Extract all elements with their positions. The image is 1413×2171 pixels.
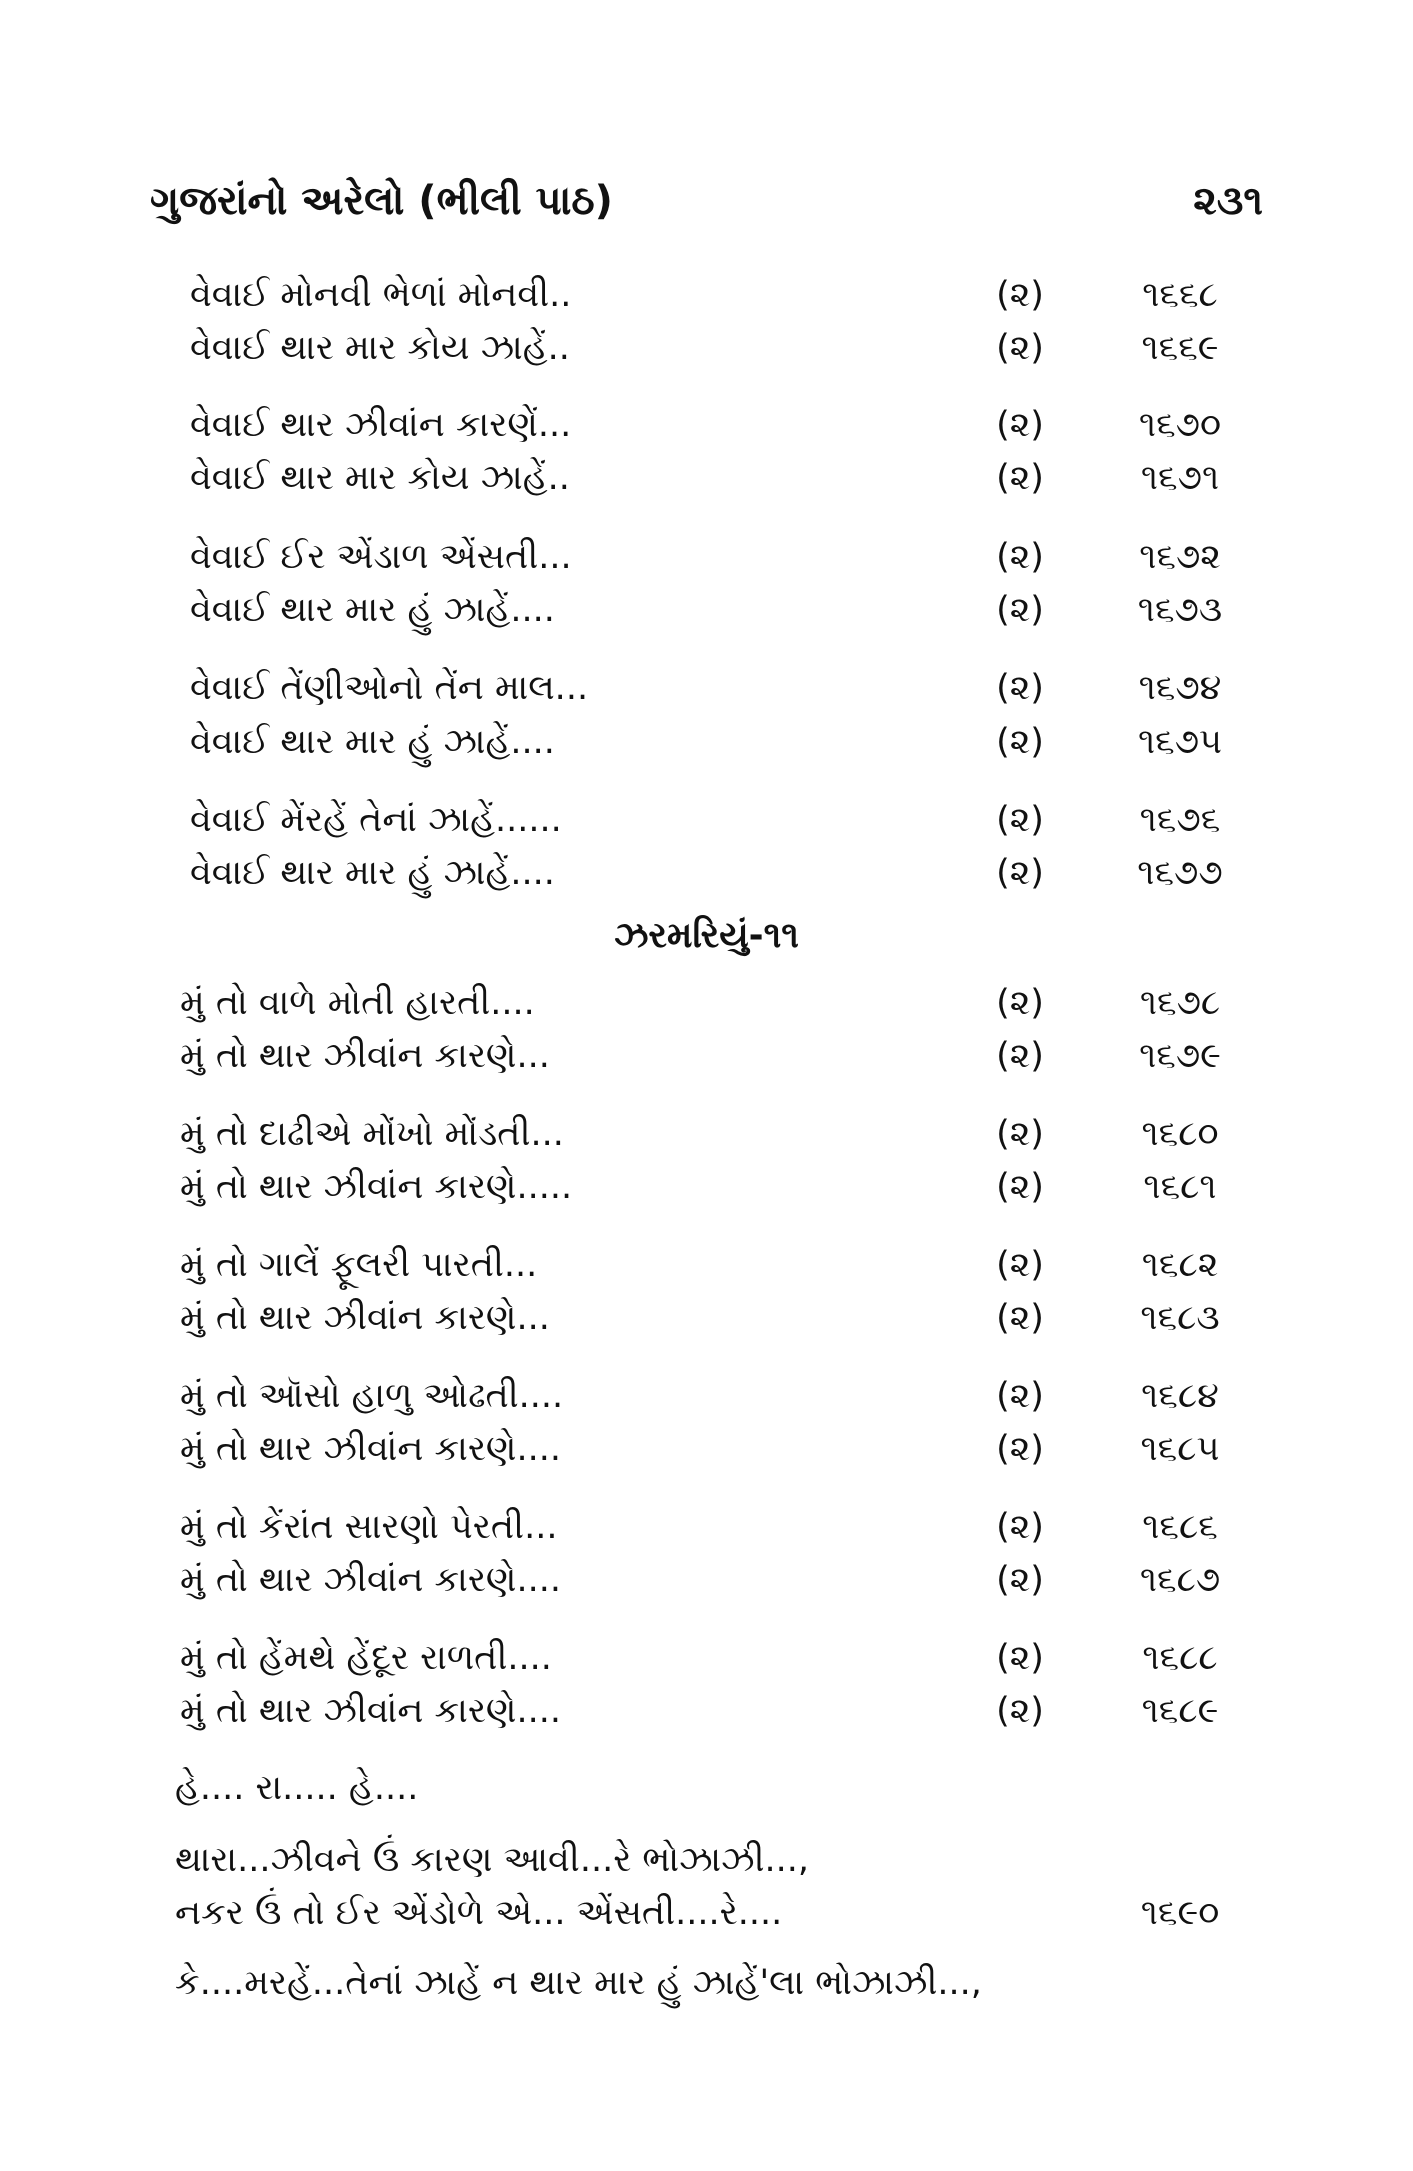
verse-line — [0, 1245, 1413, 1295]
verse-text: વેવાઈ થાર ઝીવાંન કારણેં... — [190, 405, 572, 445]
repeat-mark: (૨) — [996, 1114, 1044, 1154]
refrain-text: હે.... રા..... હે.... — [175, 1768, 419, 1808]
verse-number: ૧૬૭૬ — [1139, 800, 1221, 840]
verse-line — [0, 275, 1413, 325]
verse-line — [0, 458, 1413, 508]
verse-text: વેવાઈ થાર માર હું ઝાહેં.... — [190, 722, 555, 762]
verse-text: વેવાઈ મેંરહેં તેનાં ઝાહેં...... — [190, 800, 562, 840]
verse-number: ૧૬૭૮ — [1139, 983, 1221, 1023]
verse-text: મું તો કેંરાંત સારણો પેરતી... — [180, 1507, 558, 1547]
verse-text: મું તો વાળે મોતી હારતી.... — [180, 983, 535, 1023]
verse-line — [0, 1036, 1413, 1086]
verse-line — [0, 668, 1413, 718]
repeat-mark: (૨) — [996, 328, 1044, 368]
verse-text: વેવાઈ તેંણીઓનો તેંન માલ... — [190, 668, 589, 708]
verse-number: ૧૬૮૦ — [1141, 1114, 1219, 1154]
repeat-mark: (૨) — [996, 1298, 1044, 1338]
repeat-mark: (૨) — [996, 853, 1044, 893]
repeat-mark: (૨) — [996, 668, 1044, 708]
verse-text: વેવાઈ થાર માર કોય ઝાહેં.. — [190, 458, 570, 498]
verse-text: મું તો થાર ઝીવાંન કારણે.... — [180, 1429, 561, 1469]
repeat-mark: (૨) — [996, 537, 1044, 577]
repeat-mark: (૨) — [996, 1245, 1044, 1285]
verse-line — [0, 537, 1413, 587]
repeat-mark: (૨) — [996, 1036, 1044, 1076]
running-title: ગુજરાંનો અરેલો (ભીલી પાઠ) — [150, 178, 613, 224]
verse-text: વેવાઈ મોનવી ભેળાં મોનવી.. — [190, 275, 572, 315]
verse-number: ૧૬૮૧ — [1143, 1167, 1217, 1207]
verse-number: ૧૬૮૭ — [1139, 1560, 1221, 1600]
verse-number: ૧૬૭૩ — [1137, 590, 1223, 630]
verse-text: વેવાઈ થાર માર કોય ઝાહેં.. — [190, 328, 570, 368]
verse-number: ૧૬૮૬ — [1142, 1507, 1218, 1547]
verse-number: ૧૬૮૩ — [1140, 1298, 1220, 1338]
verse-number: ૧૬૭૪ — [1138, 668, 1222, 708]
verse-number: ૧૬૮૮ — [1142, 1638, 1218, 1678]
repeat-mark: (૨) — [996, 983, 1044, 1023]
refrain-text: નકર ઉં તો ઈર એંડોળે એ... એંસતી....રે.... — [175, 1893, 783, 1933]
verse-number: ૧૬૭૫ — [1137, 722, 1223, 762]
page-header — [150, 178, 1263, 238]
verse-number: ૧૬૬૮ — [1142, 275, 1218, 315]
section-heading: ઝરમરિયું-૧૧ — [614, 915, 799, 956]
verse-text: મું તો થાર ઝીવાંન કારણે.... — [180, 1560, 561, 1600]
refrain-line — [0, 1893, 1413, 1943]
verse-text: મું તો થાર ઝીવાંન કારણે.... — [180, 1691, 561, 1731]
repeat-mark: (૨) — [996, 405, 1044, 445]
verse-line — [0, 590, 1413, 640]
verse-number: ૧૬૮૯ — [1141, 1691, 1219, 1731]
verse-text: વેવાઈ થાર માર હું ઝાહેં.... — [190, 853, 555, 893]
verse-number: ૧૬૭૧ — [1140, 458, 1220, 498]
verse-line — [0, 722, 1413, 772]
verse-line — [0, 853, 1413, 903]
refrain-line — [0, 1768, 1413, 1818]
page-number: ૨૩૧ — [1193, 178, 1263, 224]
verse-text: મું તો થાર ઝીવાંન કારણે... — [180, 1298, 550, 1338]
verse-line — [0, 1376, 1413, 1426]
repeat-mark: (૨) — [996, 458, 1044, 498]
verse-text: વેવાઈ ઈર એંડાળ એંસતી... — [190, 537, 572, 577]
verse-line — [0, 983, 1413, 1033]
repeat-mark: (૨) — [996, 1638, 1044, 1678]
verse-number: ૧૬૭૦ — [1138, 405, 1222, 445]
verse-line — [0, 328, 1413, 378]
verse-text: મું તો થાર ઝીવાંન કારણે..... — [180, 1167, 573, 1207]
repeat-mark: (૨) — [996, 275, 1044, 315]
verse-line — [0, 1298, 1413, 1348]
refrain-line — [0, 1840, 1413, 1890]
verse-number: ૧૬૮૪ — [1141, 1376, 1219, 1416]
verse-number: ૧૬૭૭ — [1137, 853, 1223, 893]
verse-text: વેવાઈ થાર માર હું ઝાહેં.... — [190, 590, 555, 630]
repeat-mark: (૨) — [996, 1560, 1044, 1600]
verse-line — [0, 1560, 1413, 1610]
repeat-mark: (૨) — [996, 1691, 1044, 1731]
verse-line — [0, 405, 1413, 455]
verse-number: ૧૬૭૨ — [1139, 537, 1221, 577]
refrain-line — [0, 1963, 1413, 2013]
verse-number: ૧૬૮૫ — [1140, 1429, 1220, 1469]
verse-line — [0, 1429, 1413, 1479]
verse-line — [0, 1507, 1413, 1557]
refrain-text: કે....મરહેં...તેનાં ઝાહેં ન થાર માર હું ઝાહેં'લા ભોઝાઝી..., — [175, 1963, 982, 2003]
verse-number: ૧૬૮૨ — [1141, 1245, 1219, 1285]
repeat-mark: (૨) — [996, 1429, 1044, 1469]
repeat-mark: (૨) — [996, 722, 1044, 762]
verse-line — [0, 1167, 1413, 1217]
verse-line — [0, 800, 1413, 850]
repeat-mark: (૨) — [996, 1167, 1044, 1207]
verse-number: ૧૬૯૦ — [1140, 1893, 1220, 1933]
verse-text: મું તો હેંમથે હેંદૂર રાળતી.... — [180, 1638, 552, 1678]
verse-text: મું તો ઑસો હાળુ ઓઢતી.... — [180, 1376, 564, 1416]
refrain-text: થારા...ઝીવને ઉં કારણ આવી...રે ભોઝાઝી..., — [175, 1840, 810, 1880]
verse-text: મું તો દાઢીએ મોંખો મોંડતી... — [180, 1114, 564, 1154]
verse-number: ૧૬૭૯ — [1139, 1036, 1221, 1076]
verse-line — [0, 1638, 1413, 1688]
verse-line — [0, 1114, 1413, 1164]
verse-text: મું તો ગાલેં ફૂલરી પારતી... — [180, 1245, 538, 1285]
verse-text: મું તો થાર ઝીવાંન કારણે... — [180, 1036, 550, 1076]
verse-number: ૧૬૬૯ — [1141, 328, 1219, 368]
repeat-mark: (૨) — [996, 800, 1044, 840]
repeat-mark: (૨) — [996, 590, 1044, 630]
verse-line — [0, 1691, 1413, 1741]
repeat-mark: (૨) — [996, 1376, 1044, 1416]
repeat-mark: (૨) — [996, 1507, 1044, 1547]
